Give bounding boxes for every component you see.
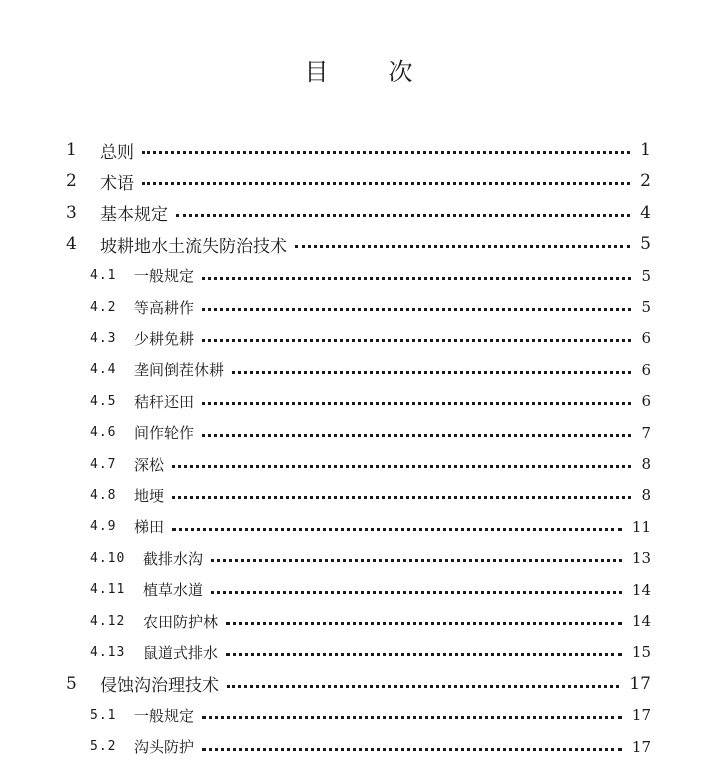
toc-entry-label: 总则 bbox=[100, 142, 134, 163]
toc-entry-label: 鼠道式排水 bbox=[143, 643, 219, 662]
dot-leader bbox=[202, 291, 635, 323]
toc-entry-label: 坡耕地水土流失防治技术 bbox=[100, 236, 287, 257]
toc-entry-page: 11 bbox=[631, 517, 651, 536]
toc-entry-number: 5.1 bbox=[90, 707, 117, 723]
dot-leader bbox=[226, 605, 626, 637]
toc-entry-number: 4.7 bbox=[90, 456, 117, 472]
toc-entry-number: 4.1 bbox=[90, 268, 117, 284]
toc-entry-number: 4.8 bbox=[90, 487, 117, 503]
toc-entry[interactable] bbox=[90, 417, 651, 449]
toc-entry-page: 4 bbox=[640, 202, 651, 223]
toc-entry-number: 2 bbox=[66, 171, 77, 192]
toc-entry-number: 4.13 bbox=[90, 644, 126, 660]
toc-entry-page: 5 bbox=[640, 234, 651, 255]
toc-entry[interactable] bbox=[90, 574, 651, 606]
toc-entry-page: 6 bbox=[641, 360, 651, 379]
toc-entry-number: 4.12 bbox=[90, 613, 126, 629]
toc-entry-page: 17 bbox=[629, 673, 651, 694]
toc-entry[interactable] bbox=[66, 668, 651, 700]
toc-entry-number: 1 bbox=[66, 140, 77, 160]
toc-entry-label: 一般规定 bbox=[134, 267, 195, 286]
dot-leader bbox=[211, 542, 626, 574]
page-title bbox=[0, 52, 717, 92]
dot-leader bbox=[202, 322, 635, 354]
toc-entry[interactable] bbox=[66, 228, 651, 260]
toc-entry-page: 1 bbox=[640, 140, 651, 160]
toc-entry-label: 等高耕作 bbox=[134, 298, 195, 317]
toc-entry[interactable] bbox=[90, 291, 651, 323]
toc-entry[interactable] bbox=[90, 385, 651, 417]
toc-entry-label: 截排水沟 bbox=[143, 549, 204, 568]
toc-entry-number: 4.6 bbox=[90, 425, 117, 441]
toc-entry-label: 秸秆还田 bbox=[134, 392, 195, 411]
toc-entry-label: 基本规定 bbox=[100, 205, 168, 226]
toc-entry[interactable] bbox=[66, 197, 651, 229]
dot-leader bbox=[202, 417, 635, 449]
toc-entry-number: 5 bbox=[66, 673, 77, 694]
toc-entry[interactable] bbox=[90, 699, 651, 731]
toc-entry-number: 4.5 bbox=[90, 393, 117, 409]
toc-entry-label: 地埂 bbox=[134, 486, 165, 505]
dot-leader bbox=[142, 165, 634, 197]
toc-entry-number: 4 bbox=[66, 234, 77, 255]
toc-entry-page: 17 bbox=[631, 706, 651, 725]
toc-entry[interactable] bbox=[90, 448, 651, 480]
dot-leader bbox=[211, 574, 626, 606]
toc-entry[interactable] bbox=[90, 322, 651, 354]
toc-entry[interactable] bbox=[90, 354, 651, 386]
toc-entry[interactable] bbox=[90, 636, 651, 668]
toc-entry-number: 4.11 bbox=[90, 582, 126, 598]
toc-entry-label: 深松 bbox=[134, 455, 165, 474]
toc-entry[interactable] bbox=[90, 511, 651, 543]
dot-leader bbox=[172, 448, 635, 480]
dot-leader bbox=[226, 636, 626, 668]
toc-entry-page: 13 bbox=[631, 549, 651, 568]
toc-entry-label: 少耕免耕 bbox=[134, 329, 195, 348]
toc-entry-label: 术语 bbox=[100, 173, 134, 194]
toc-entry[interactable] bbox=[90, 542, 651, 574]
dot-leader bbox=[172, 479, 635, 511]
toc-entry-number: 4.3 bbox=[90, 330, 117, 346]
toc-entry[interactable] bbox=[90, 605, 651, 637]
dot-leader bbox=[202, 385, 635, 417]
toc-entry-number: 3 bbox=[66, 202, 77, 223]
toc-entry-page: 15 bbox=[631, 643, 651, 662]
toc-entry-label: 垄间倒茬休耕 bbox=[134, 361, 225, 380]
toc-entry-number: 5.2 bbox=[90, 739, 117, 755]
toc-entry-page: 5 bbox=[641, 266, 651, 285]
toc-entry-label: 梯田 bbox=[134, 518, 165, 537]
toc-entry-label: 植草水道 bbox=[143, 581, 204, 600]
toc-entry-page: 5 bbox=[641, 298, 651, 316]
dot-leader bbox=[295, 228, 634, 260]
toc-entry[interactable] bbox=[90, 479, 651, 511]
toc-entry-number: 4.10 bbox=[90, 550, 126, 566]
toc-entry-label: 一般规定 bbox=[134, 706, 195, 725]
dot-leader bbox=[142, 134, 634, 166]
toc-entry-page: 2 bbox=[640, 171, 651, 192]
dot-leader bbox=[202, 699, 626, 731]
title-char-2: 次 bbox=[388, 58, 413, 86]
toc-entry-page: 17 bbox=[631, 737, 651, 756]
toc-entry-page: 6 bbox=[641, 329, 651, 348]
toc-entry-page: 6 bbox=[641, 392, 651, 411]
title-char-1: 目 bbox=[304, 58, 329, 86]
toc-entry-page: 14 bbox=[631, 612, 651, 630]
toc-entry-label: 农田防护林 bbox=[143, 612, 219, 631]
toc-entry-page: 7 bbox=[641, 423, 651, 442]
toc-entry-page: 8 bbox=[641, 486, 651, 505]
toc-entry[interactable] bbox=[66, 165, 651, 197]
toc-entry-label: 沟头防护 bbox=[134, 738, 195, 757]
toc-entry[interactable] bbox=[66, 134, 651, 166]
toc-entry-label: 侵蚀沟治理技术 bbox=[100, 676, 219, 697]
dot-leader bbox=[232, 354, 635, 386]
toc-entry[interactable] bbox=[90, 731, 651, 763]
dot-leader bbox=[176, 197, 634, 229]
dot-leader bbox=[202, 260, 635, 292]
dot-leader bbox=[202, 731, 626, 763]
toc-entry-label: 间作轮作 bbox=[134, 424, 195, 443]
toc-entry[interactable] bbox=[90, 260, 651, 292]
toc-entry-number: 4.2 bbox=[90, 299, 117, 315]
toc-entry-page: 8 bbox=[641, 455, 651, 473]
toc-entry-number: 4.9 bbox=[90, 519, 117, 535]
toc-entry-number: 4.4 bbox=[90, 362, 117, 378]
dot-leader bbox=[172, 511, 626, 543]
dot-leader bbox=[227, 668, 623, 700]
toc-entry-page: 14 bbox=[631, 580, 651, 599]
